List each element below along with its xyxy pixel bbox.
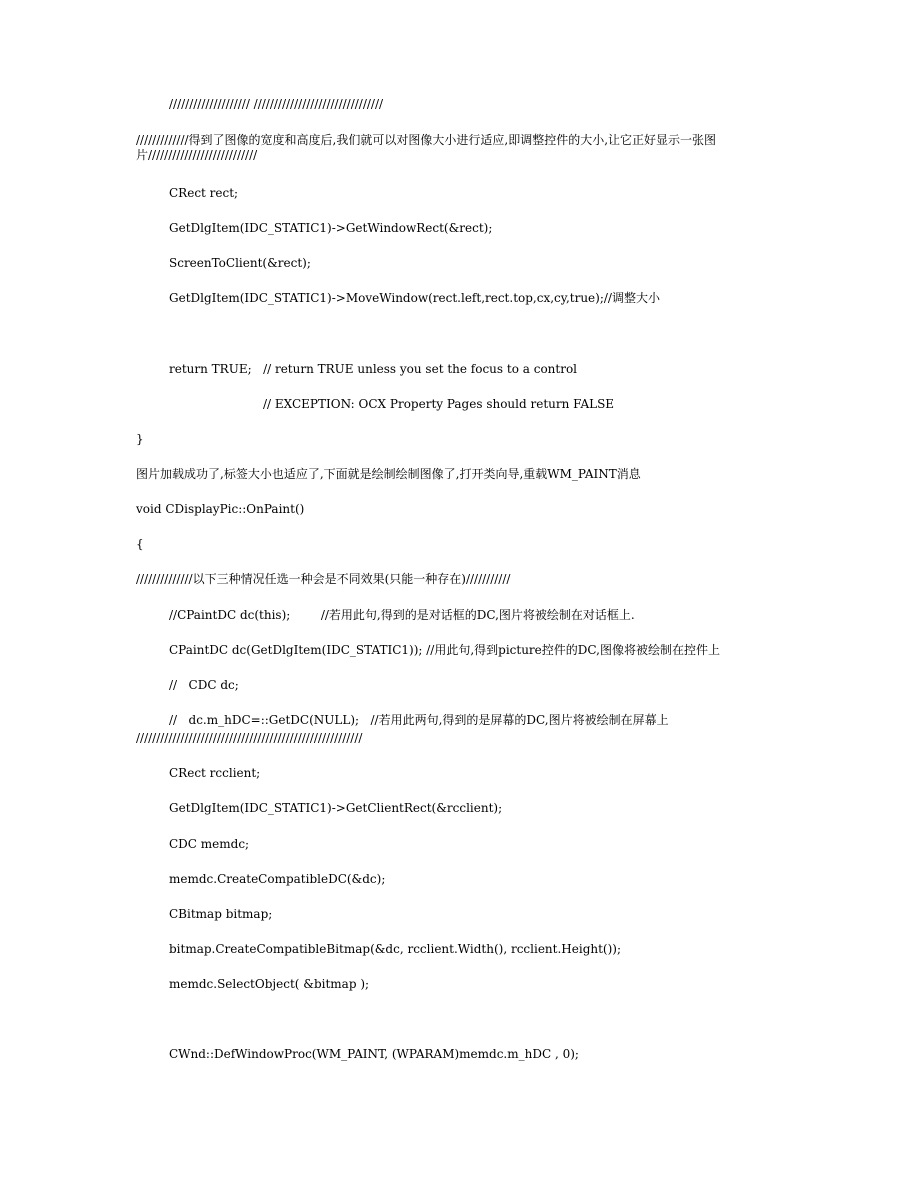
code-line: GetDlgItem(IDC_STATIC1)->GetClientRect(&rcclient); — [169, 801, 503, 815]
code-comment-line: // EXCEPTION: OCX Property Pages should return FALSE — [263, 397, 615, 411]
function-signature: void CDisplayPic::OnPaint() — [136, 502, 305, 516]
code-line: ScreenToClient(&rect); — [169, 256, 311, 270]
code-line: GetDlgItem(IDC_STATIC1)->MoveWindow(rect.left,rect.top,cx,cy,true);//调整大小 — [169, 291, 660, 305]
code-line: CBitmap bitmap; — [169, 907, 273, 921]
code-line: CPaintDC dc(GetDlgItem(IDC_STATIC1)); //用此句,得到picture控件的DC,图像将被绘制在控件上 — [169, 643, 720, 657]
code-line: return TRUE; // return TRUE unless you set the focus to a control — [169, 362, 578, 376]
code-line: CWnd::DefWindowProc(WM_PAINT, (WPARAM)memdc.m_hDC , 0); — [169, 1047, 579, 1061]
closing-brace: } — [136, 432, 144, 446]
code-line: //CPaintDC dc(this); //若用此句,得到的是对话框的DC,图片将被绘制在对话框上. — [169, 608, 635, 622]
options-comment-line: //////////////以下三种情况任选一种会是不同效果(只能一种存在)/////////// — [136, 572, 511, 586]
separator-comment-line: //////////////////// //////////////////////////////// — [169, 97, 384, 111]
code-line: GetDlgItem(IDC_STATIC1)->GetWindowRect(&rect); — [169, 221, 493, 235]
code-line: // CDC dc; — [169, 678, 239, 692]
paint-explanation-text: 图片加载成功了,标签大小也适应了,下面就是绘制绘制图像了,打开类向导,重载WM_PAINT消息 — [136, 467, 641, 481]
code-line: // dc.m_hDC=::GetDC(NULL); //若用此两句,得到的是屏幕的DC,图片将被绘制在屏幕上 — [169, 713, 669, 727]
code-line: CRect rcclient; — [169, 766, 261, 780]
code-line: memdc.CreateCompatibleDC(&dc); — [169, 872, 386, 886]
code-line: CDC memdc; — [169, 837, 250, 851]
code-line: CRect rect; — [169, 186, 239, 200]
code-line: bitmap.CreateCompatibleBitmap(&dc, rcclient.Width(), rcclient.Height()); — [169, 942, 622, 956]
code-line: memdc.SelectObject( &bitmap ); — [169, 977, 370, 991]
resize-explanation-comment: /////////////得到了图像的宽度和高度后,我们就可以对图像大小进行适应,即调整控件的大小,让它正好显示一张图片/////////////////////////// — [136, 133, 717, 162]
opening-brace: { — [136, 537, 144, 551]
separator-comment-line: //////////////////////////////////////////////////////// — [136, 731, 363, 745]
